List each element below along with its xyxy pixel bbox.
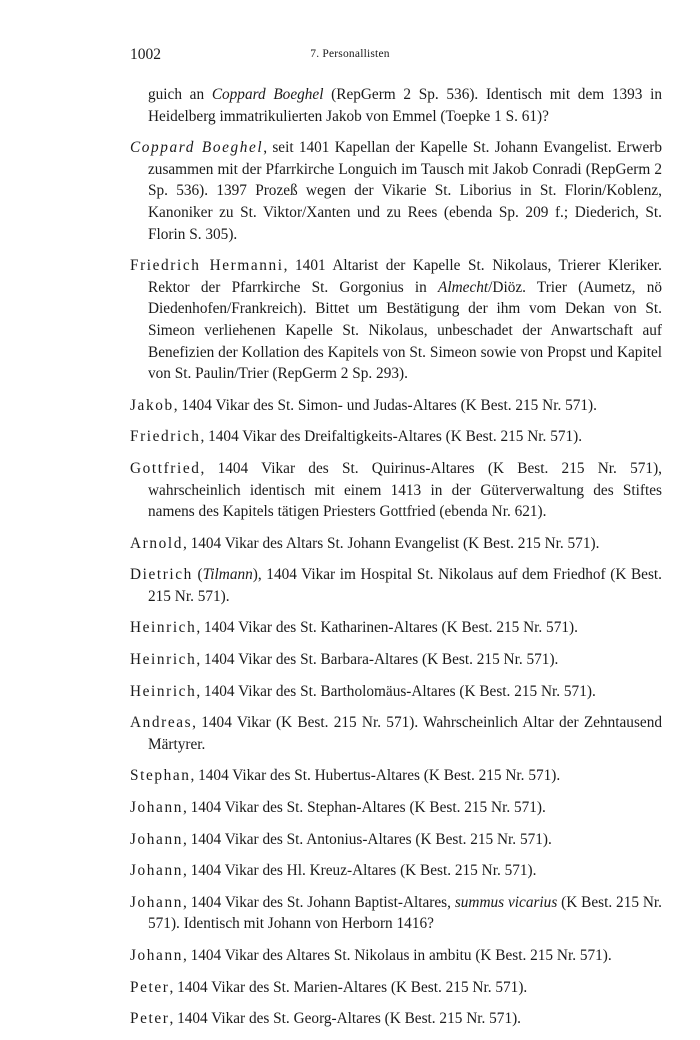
running-head: 7. Personallisten bbox=[310, 48, 390, 60]
entry-name: Gottfried bbox=[130, 459, 201, 477]
entry-name: Andreas bbox=[130, 714, 193, 732]
entry-name: Johann bbox=[130, 830, 183, 848]
entry-name: Heinrich bbox=[130, 682, 197, 700]
list-entry bbox=[130, 1008, 662, 1030]
entry-text: , 1404 Vikar (K Best. 215 Nr. 571). Wahrscheinlich Altar der Zehntausend Märtyrer. bbox=[148, 714, 662, 753]
list-entry bbox=[130, 892, 662, 935]
entry-text: , 1404 Vikar des St. Antonius-Altares (K Best. 215 Nr. 571). bbox=[182, 830, 552, 848]
entry-italic-name: Coppard Boeghel bbox=[211, 86, 324, 103]
list-entry bbox=[130, 829, 662, 851]
entry-name: Dietrich bbox=[130, 566, 193, 584]
list-entry bbox=[130, 426, 662, 448]
entry-text: (RepGerm 2 Sp. 536). Identisch mit dem 1393 in Heidelberg immatrikulierten Jakob von Emmel (Toepke 1 S. 61)? bbox=[148, 86, 662, 125]
entry-text: , 1404 Vikar des St. Stephan-Altares (K Best. 215 Nr. 571). bbox=[182, 799, 546, 817]
entry-text: (K Best. 215 Nr. 571). Identisch mit Johann von Herborn 1416? bbox=[148, 893, 662, 933]
entry-name: Johann bbox=[130, 862, 183, 880]
entry-text: , 1404 Vikar des St. Bartholomäus-Altares (K Best. 215 Nr. 571). bbox=[196, 682, 596, 700]
entry-name: Peter bbox=[130, 978, 170, 996]
list-entry bbox=[130, 945, 662, 967]
entry-text: , 1404 Vikar des St. Johann Baptist-Altares, bbox=[182, 893, 455, 911]
entry-text: , 1404 Vikar des St. Barbara-Altares (K Best. 215 Nr. 571). bbox=[196, 651, 559, 669]
list-entry bbox=[130, 765, 662, 787]
entry-name: Heinrich bbox=[130, 651, 197, 669]
list-entry bbox=[130, 395, 662, 417]
entry-name: Friedrich Hermanni bbox=[130, 257, 284, 275]
entry-name: Coppard Boeghel bbox=[130, 139, 264, 157]
entry-text: , 1404 Vikar des Hl. Kreuz-Altares (K Best. 215 Nr. 571). bbox=[182, 862, 537, 880]
list-entry bbox=[130, 458, 662, 523]
entry-text: , 1404 Vikar des St. Simon- und Judas-Altares (K Best. 215 Nr. 571). bbox=[173, 396, 597, 414]
entry-italic-place: Almecht bbox=[438, 278, 489, 296]
entry-name: Heinrich bbox=[130, 619, 197, 637]
list-entry bbox=[130, 533, 662, 555]
entry-italic-title: summus vicarius bbox=[454, 893, 558, 911]
list-entry bbox=[130, 617, 662, 639]
list-entry bbox=[130, 977, 662, 999]
list-entry bbox=[130, 681, 662, 703]
list-entry bbox=[130, 564, 662, 607]
entry-text: , seit 1401 Kapellan der Kapelle St. Johann Evangelist. Erwerb zusammen mit der Pfarrkirche Longuich im Tausch mit Jakob Conradi (RepGerm 2 Sp. 536). 1397 Prozeß wegen der Vikarie St. Liborius in St. Florin/Koblenz, Kanoniker zu St. Viktor/Xanten und zu Rees (ebenda Sp. 209 f.; Diederich, St. Florin S. 305). bbox=[148, 139, 663, 243]
entry-name: Jakob bbox=[130, 396, 174, 414]
entry-name: Johann bbox=[130, 893, 183, 911]
entry-text: , 1404 Vikar des St. Georg-Altares (K Best. 215 Nr. 571). bbox=[169, 1010, 522, 1028]
entry-text: , 1404 Vikar des Altares St. Nikolaus in ambitu (K Best. 215 Nr. 571). bbox=[182, 947, 612, 964]
list-entry bbox=[130, 137, 662, 245]
page-number: 1002 bbox=[130, 46, 161, 63]
entry-text: /Diöz. Trier (Aumetz, nö Diedenhofen/Frankreich). Bittet um Bestätigung der ihm vom Dekan von St. Simeon verliehenen Kapelle St. Nikolaus, unbeschadet der Anwartschaft auf Benefizien der Kollation des Kapitels von St. Simeon sowie von Propst und Kapitel von St. Paulin/Trier (RepGerm 2 Sp. 293). bbox=[148, 278, 662, 383]
list-entry bbox=[130, 255, 662, 385]
entry-italic-alias: Tilmann bbox=[202, 566, 253, 584]
list-entry bbox=[130, 712, 662, 755]
entry-text: , 1404 Vikar des St. Katharinen-Altares (K Best. 215 Nr. 571). bbox=[196, 619, 578, 637]
entry-text: ( bbox=[192, 566, 203, 584]
entry-name: Stephan bbox=[130, 767, 191, 785]
list-entry bbox=[130, 649, 662, 671]
entry-name: Peter bbox=[130, 1010, 170, 1028]
entry-name: Arnold bbox=[130, 534, 183, 552]
entry-text: ), 1404 Vikar im Hospital St. Nikolaus auf dem Friedhof (K Best. 215 Nr. 571). bbox=[148, 566, 662, 605]
text-body bbox=[130, 84, 662, 1040]
entry-text: guich an bbox=[148, 86, 212, 103]
entry-text: , 1404 Vikar des Altars St. Johann Evangelist (K Best. 215 Nr. 571). bbox=[182, 534, 600, 552]
entry-text: , 1404 Vikar des St. Quirinus-Altares (K Best. 215 Nr. 571), wahrscheinlich identisch mit einem 1413 in der Güterverwaltung des Stiftes namens des Kapitels tätigen Priesters Gottfried (ebenda Nr. 621). bbox=[148, 459, 662, 521]
list-entry-continuation bbox=[130, 84, 662, 127]
entry-text: , 1404 Vikar des St. Hubertus-Altares (K Best. 215 Nr. 571). bbox=[190, 767, 561, 785]
entry-text: , 1401 Altarist der Kapelle St. Nikolaus, Trierer Kleriker. Rektor der Pfarrkirche St. Gorgonius in bbox=[148, 257, 662, 296]
entry-name: Johann bbox=[130, 799, 183, 817]
entry-name: Friedrich bbox=[130, 428, 201, 446]
list-entry bbox=[130, 860, 662, 882]
list-entry bbox=[130, 797, 662, 819]
entry-name: Johann bbox=[130, 947, 183, 964]
entry-text: , 1404 Vikar des Dreifaltigkeits-Altares (K Best. 215 Nr. 571). bbox=[200, 428, 583, 446]
entry-text: , 1404 Vikar des St. Marien-Altares (K Best. 215 Nr. 571). bbox=[169, 978, 528, 996]
